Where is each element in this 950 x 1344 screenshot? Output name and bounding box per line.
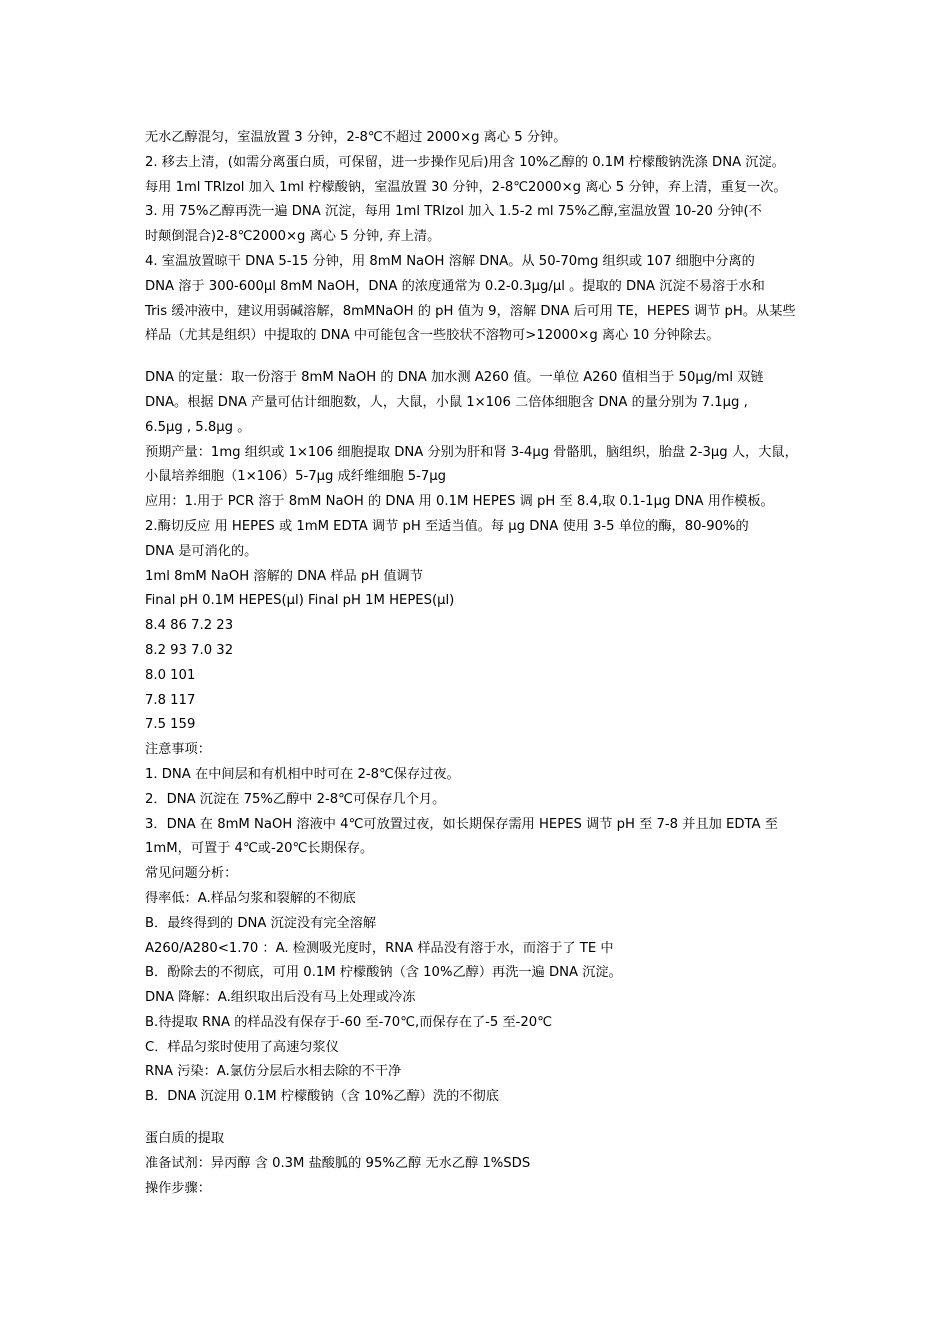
text-line: 7.8 117 xyxy=(145,692,196,708)
text-line: A260/A280<1.70 ：A. 检测吸光度时，RNA 样品没有溶于水，而溶于了 TE 中 xyxy=(145,940,614,956)
text-line: 4. 室温放置晾干 DNA 5-15 分钟，用 8mM NaOH 溶解 DNA。从 50-70mg 组织或 107 细胞中分离的 xyxy=(145,253,755,269)
text-line: DNA。根据 DNA 产量可估计细胞数，人，大鼠，小鼠 1×106 二倍体细胞含 DNA 的量分别为 7.1μg , xyxy=(145,394,748,410)
text-line: B.待提取 RNA 的样品没有保存于-60 至-70℃,而保存在了-5 至-20℃ xyxy=(145,1014,553,1030)
text-line: 7.5 159 xyxy=(145,717,196,733)
text-line: 得率低：A.样品匀浆和裂解的不彻底 xyxy=(145,890,356,906)
paragraph-gap xyxy=(145,1110,825,1127)
text-line: 6.5μg , 5.8μg 。 xyxy=(145,419,251,435)
text-line: 8.0 101 xyxy=(145,667,196,683)
text-line: C．样品匀浆时使用了高速匀浆仪 xyxy=(145,1039,339,1055)
text-line: 8.2 93 7.0 32 xyxy=(145,642,234,658)
text-line: 小鼠培养细胞（1×106）5-7μg 成纤维细胞 5-7μg xyxy=(145,469,447,485)
text-line: DNA 溶于 300-600μl 8mM NaOH，DNA 的浓度通常为 0.2-0.3μg/μl 。提取的 DNA 沉淀不易溶于水和 xyxy=(145,278,765,294)
text-line: DNA 的定量：取一份溶于 8mM NaOH 的 DNA 加水测 A260 值。一单位 A260 值相当于 50μg/ml 双链 xyxy=(145,370,764,386)
text-line: 预期产量：1mg 组织或 1×106 细胞提取 DNA 分别为肝和肾 3-4μg 骨骼肌，脑组织，胎盘 2-3μg 人，大鼠， xyxy=(145,444,798,460)
text-line: 蛋白质的提取 xyxy=(145,1131,225,1147)
text-line: 1mM，可置于 4℃或-20℃长期保存。 xyxy=(145,841,374,857)
text-line: DNA 是可消化的。 xyxy=(145,543,258,559)
text-line: 2．DNA 沉淀在 75%乙醇中 2-8℃可保存几个月。 xyxy=(145,791,446,807)
text-line: 1. DNA 在中间层和有机相中时可在 2-8℃保存过夜。 xyxy=(145,766,460,782)
text-line: Tris 缓冲液中，建议用弱碱溶解，8mMNaOH 的 pH 值为 9，溶解 DNA 后可用 TE，HEPES 调节 pH。从某些 xyxy=(145,303,796,319)
text-line: DNA 降解：A.组织取出后没有马上处理或冷冻 xyxy=(145,990,416,1006)
text-line: 注意事项： xyxy=(145,742,211,758)
text-line: RNA 污染：A.氯仿分层后水相去除的不干净 xyxy=(145,1064,402,1080)
text-line: 操作步骤： xyxy=(145,1180,211,1196)
text-line: 常见问题分析： xyxy=(145,866,238,882)
text-line: 1ml 8mM NaOH 溶解的 DNA 样品 pH 值调节 xyxy=(145,568,423,584)
text-line: 3．DNA 在 8mM NaOH 溶液中 4℃可放置过夜，如长期保存需用 HEPES 调节 pH 至 7-8 并且加 EDTA 至 xyxy=(145,816,778,832)
paragraph-gap xyxy=(145,349,825,366)
text-line: 样品（尤其是组织）中提取的 DNA 中可能包含一些胶状不溶物可>12000×g 离心 10 分钟除去。 xyxy=(145,328,720,344)
text-line: 8.4 86 7.2 23 xyxy=(145,618,234,634)
text-line: Final pH 0.1M HEPES(μl) Final pH 1M HEPES(μl) xyxy=(145,593,455,609)
text-line: 准备试剂：异丙醇 含 0.3M 盐酸胍的 95%乙醇 无水乙醇 1%SDS xyxy=(145,1155,531,1171)
text-line: 每用 1ml TRIzol 加入 1ml 柠檬酸钠，室温放置 30 分钟，2-8℃2000×g 离心 5 分钟，弃上清，重复一次。 xyxy=(145,179,787,195)
text-line: 3. 用 75%乙醇再洗一遍 DNA 沉淀，每用 1ml TRIzol 加入 1.5-2 ml 75%乙醇,室温放置 10-20 分钟(不 xyxy=(145,204,762,220)
text-line: B．DNA 沉淀用 0.1M 柠檬酸钠（含 10%乙醇）洗的不彻底 xyxy=(145,1089,499,1105)
text-line: 无水乙醇混匀，室温放置 3 分钟，2-8℃不超过 2000×g 离心 5 分钟。 xyxy=(145,130,567,145)
document-page xyxy=(145,126,825,1201)
text-line: 2. 移去上清，(如需分离蛋白质，可保留，进一步操作见后)用含 10%乙醇的 0.1M 柠檬酸钠洗涤 DNA 沉淀。 xyxy=(145,154,785,170)
text-line: 2.酶切反应 用 HEPES 或 1mM EDTA 调节 pH 至适当值。每 μg DNA 使用 3-5 单位的酶，80-90%的 xyxy=(145,518,749,534)
text-line: B．酚除去的不彻底，可用 0.1M 柠檬酸钠（含 10%乙醇）再洗一遍 DNA 沉淀。 xyxy=(145,965,622,981)
text-line: B．最终得到的 DNA 沉淀没有完全溶解 xyxy=(145,915,377,931)
text-line: 时颠倒混合)2-8℃2000×g 离心 5 分钟, 弃上清。 xyxy=(145,229,441,245)
text-line: 应用：1.用于 PCR 溶于 8mM NaOH 的 DNA 用 0.1M HEPES 调 pH 至 8.4,取 0.1-1μg DNA 用作模板。 xyxy=(145,494,774,510)
